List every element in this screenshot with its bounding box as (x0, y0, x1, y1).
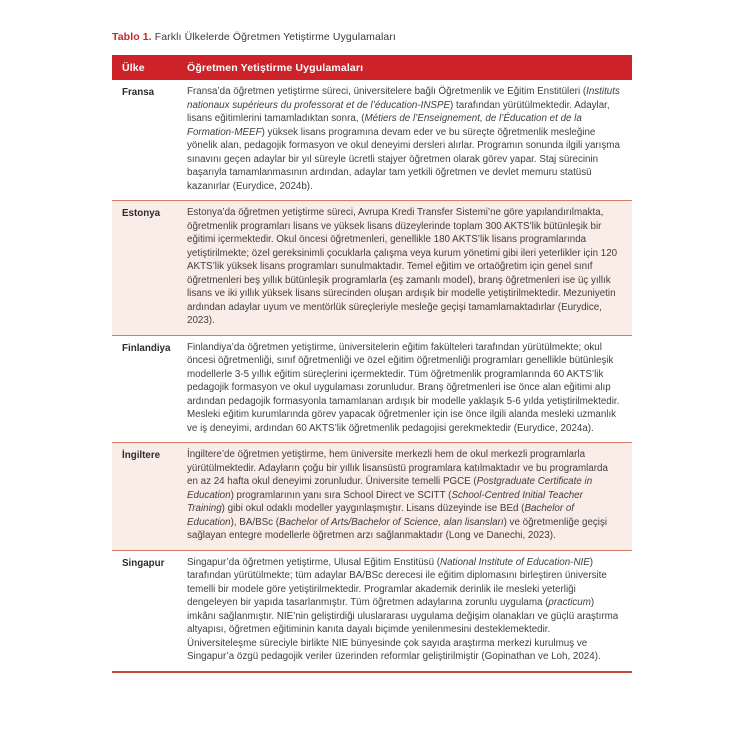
table-caption-title: Farklı Ülkelerde Öğretmen Yetiştirme Uygulamaları (154, 31, 396, 43)
table-row (112, 80, 632, 200)
practices-cell: Fransa’da öğretmen yetiştirme süreci, üniversitelere bağlı Öğretmenlik ve Eğitim Enstitüleri (Instituts nationaux supérieurs du professorat et de l’éducation-INSPE) tarafından yürütülmektedir. Adaylar, lisans eğitimlerini tamamladıktan sonra, (Métiers de l’Enseignement, de l’Éducation et de la Formation-MEEF) yüksek lisans programına devam eder ve bu süreçte öğretmenlik mesleğine yönelik alan, pedagojik formasyon ve okul deneyimi dersleri alırlar. Programın sonunda ilgili yarışma sınavını geçen adaylar bir yıl süreyle ücretli stajyer öğretmen olarak görev yapar. Staj sürecinin başarıyla tamamlanmasının ardından, adaylar tam yetkili öğretmen ve devlet memuru statüsü kazanırlar (Eurydice, 2024b). (187, 86, 620, 192)
table-row (112, 335, 632, 443)
country-cell: Fransa (122, 87, 155, 98)
header-cell-practices: Öğretmen Yetiştirme Uygulamaları (187, 61, 364, 74)
practices-cell: Singapur’da öğretmen yetiştirme, Ulusal Eğitim Enstitüsü (National Institute of Education-NIE) tarafından yürütülmekte; tüm adaylar BA/BSc derecesi ile eğitim diplomasını birleştiren üniversite temelli bir modele göre yetiştirilmektedir. Programlar akademik derinlik ile mesleki yeterliği dengeleyen bir yapıda tasarlanmıştır. Tüm öğretmen adaylarına zorunlu uygulama (practicum) imkânı sağlanmıştır. NIE’nin geliştirdiği uluslararası uygulama değişim olanakları ve güçlü araştırma altyapısı, öğretmen eğitiminin kanıta dayalı biçimde yenilenmesini desteklemektedir. Üniversiteleşme süreciyle birlikte NIE bünyesinde çok sayıda araştırma merkezi kurulmuş ve Singapur’a özgü pedagojik veriler üzerinden reformlar geliştirilmiştir (Gopinathan ve Loh, 2024). (187, 556, 619, 662)
table-row (112, 550, 632, 671)
country-cell: Estonya (122, 208, 161, 219)
table-row (112, 442, 632, 550)
country-cell: Singapur (122, 557, 165, 569)
table-header-row (112, 55, 632, 80)
country-cell: İngiltere (122, 450, 161, 461)
practices-cell: Finlandiya’da öğretmen yetiştirme, üniversitelerin eğitim fakülteleri tarafından yürütülmekte; okul öncesi öğretmenliği, sınıf öğretmenliği ve özel eğitim öğretmenliği programları genellikle bütünleşik modellerle 3-5 yıllık eğitim süreçlerini içermektedir. Tüm öğretmenlik programlarında 60 AKTS’lik pedagojik formasyon ve okul uygulaması zorunludur. Branş öğretmenleri ise önce alan eğitimi alıp ardından pedagojik formasyonla tamamlanan ardışık bir modelle yaklaşık 5-6 yılda yetiştirilmektedir. Mesleki eğitim kurumlarında görev yapacak öğretmenler için ise önce ilgili alanda mesleki uzmanlık ve iş deneyimi, ardından 60 AKTS’lik öğretmenlik pedagojisi gerekmektedir (Eurydice, 2024a). (187, 341, 620, 434)
table-body (112, 80, 632, 673)
practices-cell: Estonya’da öğretmen yetiştirme süreci, Avrupa Kredi Transfer Sistemi’ne göre yapılandırılmakta, öğretmenlik programları lisans ve yüksek lisans düzeylerinde toplam 300 AKTS’lik bütünleşik bir eğitimi içermektedir. Okul öncesi öğretmenleri, genellikle 180 AKTS’lik lisans programlarında yetiştirilmekte; özel gereksinimli çocuklarla çalışma veya kurum yönetimi gibi ileri yeterlikler için 120 AKTS’lik yüksek lisans programları sunulmaktadır. Temel eğitim ve ortaöğretim için genel sınıf öğretmenleri beş yıllık bütünleşik programlarla (eş zamanlı model), branş öğretmenleri ise üç yıllık lisans ve iki yıllık yüksek lisans sürecinden oluşan ardışık bir modelle yetiştirilmektedir. Mezuniyetin ardından adaylar uyum ve mentörlük süreçleriyle mesleğe geçişi tamamlamaktadırlar (Eurydice, 2023). (187, 207, 618, 326)
table-caption-label: Tablo 1. (112, 31, 152, 43)
header-cell-country: Ülke (122, 61, 145, 74)
practices-cell: İngiltere’de öğretmen yetiştirme, hem üniversite merkezli hem de okul merkezli programlarla yürütülmektedir. Adayların çoğu bir yıllık lisansüstü programlara katılmaktadır ve bu programlarda en az 24 hafta okul deneyimi zorunludur. Üniversite temelli PGCE (Postgraduate Certificate in Education) programlarının yanı sıra School Direct ve SCITT (School-Centred Initial Teacher Training) gibi okul odaklı modeller yaygınlaşmıştır. Lisans düzeyinde ise BEd (Bachelor of Education), BA/BSc (Bachelor of Arts/Bachelor of Science, alan lisansları) ve öğretmenliğe geçişi sağlayan entegre modellerle öğretmen arzı sağlanmaktadır (Long ve Danechi, 2023). (187, 449, 608, 541)
country-cell: Finlandiya (122, 342, 171, 354)
table-row (112, 200, 632, 335)
paper-page (112, 31, 632, 673)
teacher-training-table (112, 55, 632, 673)
table-caption (112, 31, 632, 43)
